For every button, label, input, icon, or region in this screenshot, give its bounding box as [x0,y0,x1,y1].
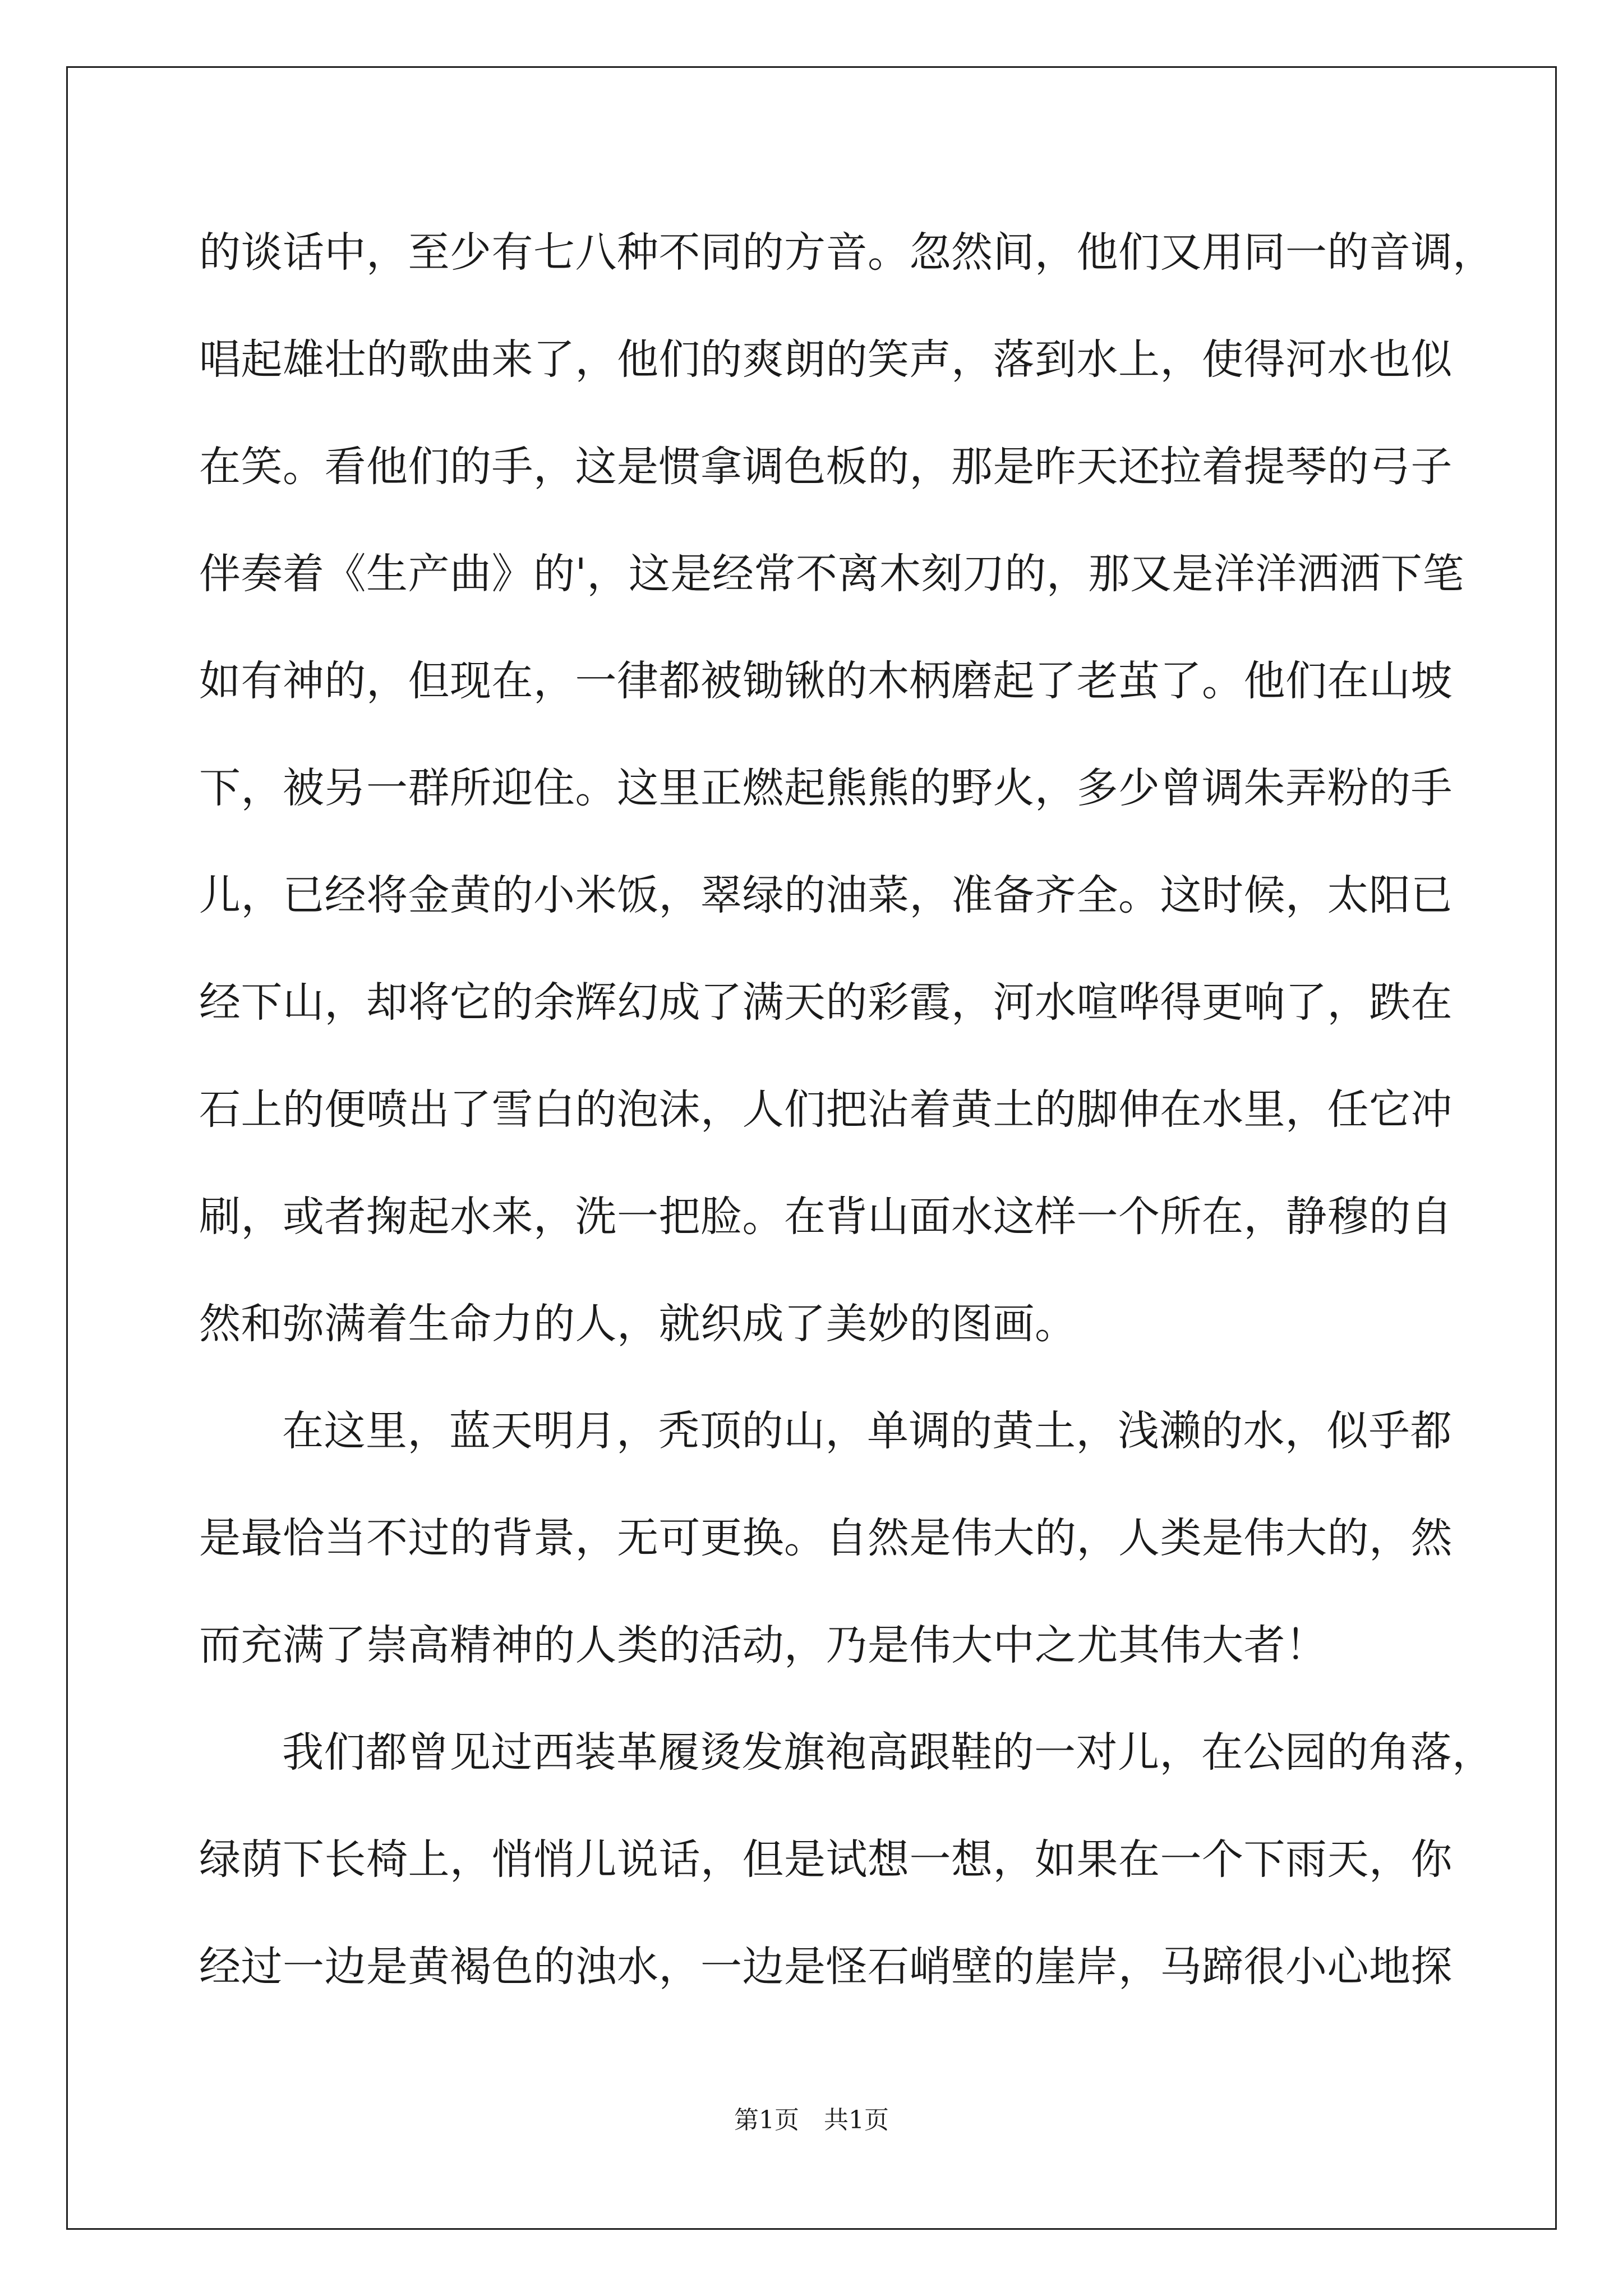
text-line: 而充满了崇高精神的人类的活动，乃是伟大中之尤其伟大者！ [199,1621,1327,1669]
text-line: 儿，已经将金黄的小米饭，翠绿的油菜，准备齐全。这时候，太阳已 [199,871,1453,919]
text-line: 石上的便喷出了雪白的泡沫，人们把沾着黄土的脚伸在水里，任它冲 [199,1085,1453,1134]
text-line: 绿荫下长椅上，悄悄儿说话，但是试想一想，如果在一个下雨天，你 [199,1835,1453,1884]
page-number: 第1页 [734,2106,799,2134]
text-line: 刷，或者掬起水来，洗一把脸。在背山面水这样一个所在，静穆的自 [199,1193,1453,1241]
text-line: 是最恰当不过的背景，无可更换。自然是伟大的，人类是伟大的，然 [199,1514,1453,1562]
text-line: 经过一边是黄褐色的浊水，一边是怪石峭壁的崖岸，马蹄很小心地探 [199,1943,1453,1991]
text-line: 如有神的，但现在，一律都被锄锹的木柄磨起了老茧了。他们在山坡 [199,657,1453,705]
page-total: 共1页 [824,2106,889,2134]
text-line: 经下山，却将它的余辉幻成了满天的彩霞，河水喧哗得更响了，跌在 [199,978,1453,1027]
text-line: 唱起雄壮的歌曲来了，他们的爽朗的笑声，落到水上，使得河水也似 [199,335,1453,384]
text-line: 伴奏着《生产曲》的'，这是经常不离木刻刀的，那又是洋洋洒洒下笔 [199,550,1464,598]
paragraph-start-line: 我们都曾见过西装革履烫发旗袍高跟鞋的一对儿，在公园的角落， [282,1728,1494,1777]
text-line: 的谈话中，至少有七八种不同的方音。忽然间，他们又用同一的音调， [199,228,1495,277]
paragraph-start-line: 在这里，蓝天明月，秃顶的山，单调的黄土，浅濑的水，似乎都 [282,1407,1452,1455]
text-line: 下，被另一群所迎住。这里正燃起熊熊的野火，多少曾调朱弄粉的手 [199,764,1453,812]
document-body [199,199,1495,2021]
page-footer [0,2100,1623,2136]
text-line: 然和弥满着生命力的人，就织成了美妙的图画。 [199,1300,1077,1348]
text-line: 在笑。看他们的手，这是惯拿调色板的，那是昨天还拉着提琴的弓子 [199,443,1453,491]
